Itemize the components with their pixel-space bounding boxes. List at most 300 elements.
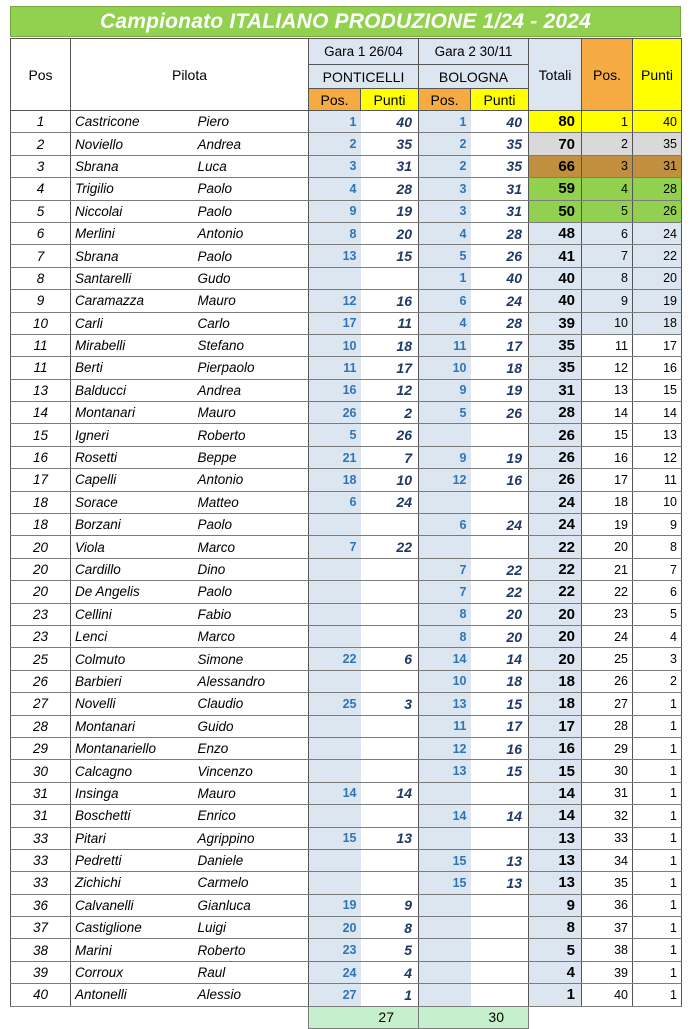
row-pos: 7: [11, 245, 71, 267]
row-gara2-pos: 6: [419, 290, 471, 312]
row-totali: 28: [529, 402, 582, 424]
row-final-punti: 2: [633, 670, 682, 692]
row-gara2-punti: 24: [471, 290, 529, 312]
row-gara1-pos: [309, 625, 361, 647]
row-final-pos: 1: [582, 111, 633, 133]
row-name: Paolo: [195, 200, 309, 222]
row-pos: 16: [11, 446, 71, 468]
row-pos: 33: [11, 872, 71, 894]
row-gara2-pos: 12: [419, 737, 471, 759]
row-final-pos: 2: [582, 133, 633, 155]
row-totali: 9: [529, 894, 582, 916]
row-pos: 8: [11, 267, 71, 289]
row-gara2-punti: 17: [471, 334, 529, 356]
header-totali: Totali: [529, 39, 582, 111]
row-gara2-punti: 14: [471, 648, 529, 670]
row-final-punti: 26: [633, 200, 682, 222]
row-surname: Niccolai: [71, 200, 195, 222]
table-row: [11, 290, 682, 312]
row-surname: Borzani: [71, 514, 195, 536]
row-final-punti: 15: [633, 379, 682, 401]
row-pos: 5: [11, 200, 71, 222]
table-row: [11, 133, 682, 155]
row-gara1-pos: 12: [309, 290, 361, 312]
row-totali: 20: [529, 648, 582, 670]
row-totali: 13: [529, 849, 582, 871]
row-final-punti: 1: [633, 805, 682, 827]
row-gara1-punti: [361, 849, 419, 871]
row-gara1-punti: 20: [361, 222, 419, 244]
row-gara1-pos: 15: [309, 827, 361, 849]
row-gara1-punti: 12: [361, 379, 419, 401]
row-final-punti: 1: [633, 760, 682, 782]
row-gara1-pos: 24: [309, 961, 361, 983]
table-row: [11, 178, 682, 200]
row-pos: 6: [11, 222, 71, 244]
row-gara2-pos: 4: [419, 222, 471, 244]
row-pos: 1: [11, 111, 71, 133]
row-totali: 20: [529, 603, 582, 625]
row-totali: 48: [529, 222, 582, 244]
row-surname: Santarelli: [71, 267, 195, 289]
table-row: [11, 805, 682, 827]
row-surname: Insinga: [71, 782, 195, 804]
row-name: Luigi: [195, 917, 309, 939]
table-row: [11, 200, 682, 222]
header-g1-punti: Punti: [361, 89, 419, 111]
table-row: [11, 939, 682, 961]
row-name: Gianluca: [195, 894, 309, 916]
row-final-pos: 17: [582, 469, 633, 491]
row-name: Paolo: [195, 178, 309, 200]
row-totali: 18: [529, 693, 582, 715]
row-final-punti: 1: [633, 827, 682, 849]
table-row: [11, 693, 682, 715]
row-gara1-punti: 24: [361, 491, 419, 513]
row-gara1-pos: [309, 581, 361, 603]
row-gara2-pos: 3: [419, 200, 471, 222]
table-row: [11, 894, 682, 916]
row-gara2-pos: 12: [419, 469, 471, 491]
row-totali: 15: [529, 760, 582, 782]
row-name: Piero: [195, 111, 309, 133]
row-totali: 80: [529, 111, 582, 133]
table-row: [11, 581, 682, 603]
row-gara2-pos: 8: [419, 625, 471, 647]
row-surname: Lenci: [71, 625, 195, 647]
row-gara1-punti: 26: [361, 424, 419, 446]
row-surname: Carli: [71, 312, 195, 334]
row-pos: 23: [11, 603, 71, 625]
row-gara1-punti: 17: [361, 357, 419, 379]
row-final-punti: 22: [633, 245, 682, 267]
row-surname: Berti: [71, 357, 195, 379]
row-surname: Novelli: [71, 693, 195, 715]
table-row: [11, 760, 682, 782]
row-gara2-pos: [419, 782, 471, 804]
row-gara2-punti: [471, 536, 529, 558]
row-totali: 13: [529, 827, 582, 849]
header-track2: BOLOGNA: [419, 65, 529, 89]
row-gara2-pos: [419, 961, 471, 983]
row-final-pos: 25: [582, 648, 633, 670]
row-gara1-punti: 8: [361, 917, 419, 939]
row-gara1-pos: 22: [309, 648, 361, 670]
row-final-punti: 1: [633, 737, 682, 759]
row-gara2-pos: [419, 827, 471, 849]
row-surname: Calcagno: [71, 760, 195, 782]
row-surname: Zichichi: [71, 872, 195, 894]
row-gara1-punti: 2: [361, 402, 419, 424]
table-row: [11, 827, 682, 849]
row-final-punti: 1: [633, 872, 682, 894]
row-gara1-pos: 16: [309, 379, 361, 401]
row-gara2-pos: [419, 424, 471, 446]
row-gara2-punti: 40: [471, 267, 529, 289]
row-surname: Montanari: [71, 402, 195, 424]
row-surname: Montanariello: [71, 737, 195, 759]
row-surname: Noviello: [71, 133, 195, 155]
row-gara1-punti: 31: [361, 155, 419, 177]
row-gara2-punti: 15: [471, 760, 529, 782]
row-surname: Merlini: [71, 222, 195, 244]
row-gara1-pos: 19: [309, 894, 361, 916]
row-gara2-pos: 6: [419, 514, 471, 536]
row-totali: 59: [529, 178, 582, 200]
row-name: Agrippino: [195, 827, 309, 849]
row-gara1-punti: [361, 872, 419, 894]
row-gara1-pos: 26: [309, 402, 361, 424]
row-final-pos: 37: [582, 917, 633, 939]
row-final-punti: 3: [633, 648, 682, 670]
row-gara1-punti: 3: [361, 693, 419, 715]
row-gara1-pos: [309, 805, 361, 827]
row-gara2-pos: 2: [419, 155, 471, 177]
row-name: Roberto: [195, 939, 309, 961]
row-gara2-punti: 28: [471, 222, 529, 244]
row-final-punti: 31: [633, 155, 682, 177]
row-totali: 24: [529, 491, 582, 513]
row-gara2-pos: 13: [419, 760, 471, 782]
row-gara1-pos: 23: [309, 939, 361, 961]
row-pos: 30: [11, 760, 71, 782]
row-pos: 2: [11, 133, 71, 155]
row-name: Luca: [195, 155, 309, 177]
row-gara1-punti: 1: [361, 984, 419, 1006]
row-final-pos: 19: [582, 514, 633, 536]
row-totali: 8: [529, 917, 582, 939]
row-gara2-punti: [471, 894, 529, 916]
table-row: [11, 984, 682, 1006]
row-gara2-pos: [419, 939, 471, 961]
row-pos: 37: [11, 917, 71, 939]
row-gara2-pos: 7: [419, 558, 471, 580]
row-final-pos: 21: [582, 558, 633, 580]
row-gara2-pos: 5: [419, 402, 471, 424]
row-gara1-pos: 3: [309, 155, 361, 177]
table-row: [11, 312, 682, 334]
row-final-pos: 9: [582, 290, 633, 312]
row-pos: 36: [11, 894, 71, 916]
gara1-count: 27: [309, 1006, 419, 1028]
row-gara2-pos: 9: [419, 446, 471, 468]
table-row: [11, 514, 682, 536]
row-gara1-pos: 6: [309, 491, 361, 513]
row-gara1-pos: [309, 872, 361, 894]
row-pos: 39: [11, 961, 71, 983]
row-totali: 50: [529, 200, 582, 222]
row-surname: De Angelis: [71, 581, 195, 603]
row-final-pos: 23: [582, 603, 633, 625]
row-gara2-punti: [471, 424, 529, 446]
row-pos: 9: [11, 290, 71, 312]
row-gara1-punti: 14: [361, 782, 419, 804]
row-final-pos: 15: [582, 424, 633, 446]
row-final-punti: 1: [633, 715, 682, 737]
row-final-pos: 6: [582, 222, 633, 244]
row-gara2-pos: [419, 984, 471, 1006]
row-totali: 26: [529, 446, 582, 468]
row-gara1-pos: 7: [309, 536, 361, 558]
row-pos: 3: [11, 155, 71, 177]
row-totali: 26: [529, 424, 582, 446]
row-pos: 4: [11, 178, 71, 200]
row-gara2-punti: 16: [471, 469, 529, 491]
row-final-punti: 6: [633, 581, 682, 603]
row-gara2-punti: 19: [471, 379, 529, 401]
row-gara2-punti: 18: [471, 670, 529, 692]
row-pos: 25: [11, 648, 71, 670]
table-row: [11, 872, 682, 894]
row-name: Enzo: [195, 737, 309, 759]
row-final-pos: 30: [582, 760, 633, 782]
row-totali: 40: [529, 267, 582, 289]
row-surname: Viola: [71, 536, 195, 558]
row-final-punti: 5: [633, 603, 682, 625]
row-gara1-pos: [309, 715, 361, 737]
row-final-pos: 32: [582, 805, 633, 827]
row-name: Marco: [195, 625, 309, 647]
row-gara2-punti: 28: [471, 312, 529, 334]
row-gara2-punti: 22: [471, 558, 529, 580]
row-totali: 4: [529, 961, 582, 983]
table-row: [11, 402, 682, 424]
row-gara1-pos: 20: [309, 917, 361, 939]
row-totali: 17: [529, 715, 582, 737]
row-gara2-punti: 17: [471, 715, 529, 737]
row-gara1-punti: [361, 670, 419, 692]
row-final-pos: 7: [582, 245, 633, 267]
row-surname: Sbrana: [71, 245, 195, 267]
row-pos: 18: [11, 514, 71, 536]
row-gara2-punti: 20: [471, 603, 529, 625]
row-gara2-punti: [471, 782, 529, 804]
row-gara2-punti: 35: [471, 133, 529, 155]
row-surname: Rosetti: [71, 446, 195, 468]
row-name: Pierpaolo: [195, 357, 309, 379]
table-row: [11, 111, 682, 133]
row-gara2-punti: [471, 961, 529, 983]
row-name: Roberto: [195, 424, 309, 446]
row-final-pos: 40: [582, 984, 633, 1006]
table-row: [11, 446, 682, 468]
row-name: Antonio: [195, 469, 309, 491]
row-pos: 27: [11, 693, 71, 715]
table-row: [11, 558, 682, 580]
row-final-pos: 4: [582, 178, 633, 200]
row-gara2-punti: 14: [471, 805, 529, 827]
row-name: Daniele: [195, 849, 309, 871]
row-gara2-punti: 13: [471, 849, 529, 871]
row-final-pos: 10: [582, 312, 633, 334]
row-final-punti: 11: [633, 469, 682, 491]
row-final-pos: 8: [582, 267, 633, 289]
table-row: [11, 917, 682, 939]
row-final-pos: 34: [582, 849, 633, 871]
row-name: Enrico: [195, 805, 309, 827]
row-final-pos: 14: [582, 402, 633, 424]
row-final-pos: 36: [582, 894, 633, 916]
header-pos: Pos: [11, 39, 71, 111]
row-final-punti: 1: [633, 961, 682, 983]
row-gara1-punti: 15: [361, 245, 419, 267]
row-final-pos: 29: [582, 737, 633, 759]
row-final-pos: 22: [582, 581, 633, 603]
row-name: Fabio: [195, 603, 309, 625]
row-final-punti: 7: [633, 558, 682, 580]
row-pos: 10: [11, 312, 71, 334]
row-name: Claudio: [195, 693, 309, 715]
row-surname: Boschetti: [71, 805, 195, 827]
row-gara1-pos: 27: [309, 984, 361, 1006]
row-gara1-punti: [361, 603, 419, 625]
table-row: [11, 648, 682, 670]
row-name: Marco: [195, 536, 309, 558]
row-name: Antonio: [195, 222, 309, 244]
row-gara1-pos: [309, 603, 361, 625]
row-gara2-pos: 5: [419, 245, 471, 267]
row-final-punti: 1: [633, 984, 682, 1006]
row-final-punti: 20: [633, 267, 682, 289]
row-final-punti: 1: [633, 894, 682, 916]
row-name: Mauro: [195, 402, 309, 424]
row-final-pos: 12: [582, 357, 633, 379]
row-gara2-pos: [419, 536, 471, 558]
row-gara1-pos: 21: [309, 446, 361, 468]
row-totali: 14: [529, 805, 582, 827]
row-gara1-pos: 10: [309, 334, 361, 356]
row-gara1-punti: [361, 805, 419, 827]
row-final-pos: 35: [582, 872, 633, 894]
table-row: [11, 222, 682, 244]
row-pos: 14: [11, 402, 71, 424]
row-gara1-pos: 13: [309, 245, 361, 267]
row-surname: Mirabelli: [71, 334, 195, 356]
row-gara1-pos: 4: [309, 178, 361, 200]
header-gara1: Gara 1 26/04: [309, 39, 419, 65]
row-final-punti: 1: [633, 917, 682, 939]
row-gara2-punti: [471, 917, 529, 939]
row-name: Matteo: [195, 491, 309, 513]
row-name: Andrea: [195, 379, 309, 401]
row-surname: Sbrana: [71, 155, 195, 177]
row-final-pos: 27: [582, 693, 633, 715]
row-gara1-punti: 28: [361, 178, 419, 200]
row-pos: 28: [11, 715, 71, 737]
row-pos: 31: [11, 782, 71, 804]
row-pos: 18: [11, 491, 71, 513]
row-gara2-punti: 26: [471, 402, 529, 424]
row-gara2-pos: 13: [419, 693, 471, 715]
row-name: Carmelo: [195, 872, 309, 894]
row-surname: Antonelli: [71, 984, 195, 1006]
row-gara1-pos: 1: [309, 111, 361, 133]
row-surname: Marini: [71, 939, 195, 961]
table-row: [11, 155, 682, 177]
row-gara2-pos: [419, 894, 471, 916]
row-pos: 23: [11, 625, 71, 647]
row-gara2-punti: 35: [471, 155, 529, 177]
row-final-pos: 5: [582, 200, 633, 222]
row-surname: Igneri: [71, 424, 195, 446]
row-gara1-punti: [361, 558, 419, 580]
row-surname: Corroux: [71, 961, 195, 983]
row-totali: 14: [529, 782, 582, 804]
row-gara2-punti: 18: [471, 357, 529, 379]
row-surname: Castiglione: [71, 917, 195, 939]
row-gara2-punti: [471, 984, 529, 1006]
row-name: Alessandro: [195, 670, 309, 692]
row-gara2-punti: 19: [471, 446, 529, 468]
table-row: [11, 379, 682, 401]
row-pos: 33: [11, 827, 71, 849]
row-gara1-punti: 18: [361, 334, 419, 356]
row-gara2-pos: 14: [419, 805, 471, 827]
table-row: [11, 715, 682, 737]
row-gara1-pos: 17: [309, 312, 361, 334]
row-pos: 11: [11, 334, 71, 356]
row-gara1-pos: 14: [309, 782, 361, 804]
row-name: Simone: [195, 648, 309, 670]
row-gara1-punti: [361, 715, 419, 737]
row-gara1-punti: [361, 581, 419, 603]
row-final-punti: 1: [633, 693, 682, 715]
row-gara1-punti: 19: [361, 200, 419, 222]
header-pilota: Pilota: [71, 39, 309, 111]
table-row: [11, 849, 682, 871]
row-name: Stefano: [195, 334, 309, 356]
row-gara1-punti: 11: [361, 312, 419, 334]
row-pos: 13: [11, 379, 71, 401]
row-name: Guido: [195, 715, 309, 737]
row-totali: 70: [529, 133, 582, 155]
gara2-count: 30: [419, 1006, 529, 1028]
row-totali: 31: [529, 379, 582, 401]
row-gara1-punti: 9: [361, 894, 419, 916]
row-pos: 29: [11, 737, 71, 759]
row-pos: 20: [11, 536, 71, 558]
row-gara1-punti: [361, 514, 419, 536]
header-final-pos: Pos.: [582, 39, 633, 111]
row-gara1-pos: [309, 737, 361, 759]
row-gara1-punti: 35: [361, 133, 419, 155]
row-gara1-pos: [309, 849, 361, 871]
row-final-pos: 3: [582, 155, 633, 177]
row-name: Alessio: [195, 984, 309, 1006]
row-pos: 33: [11, 849, 71, 871]
row-gara2-punti: 40: [471, 111, 529, 133]
row-gara1-pos: 2: [309, 133, 361, 155]
